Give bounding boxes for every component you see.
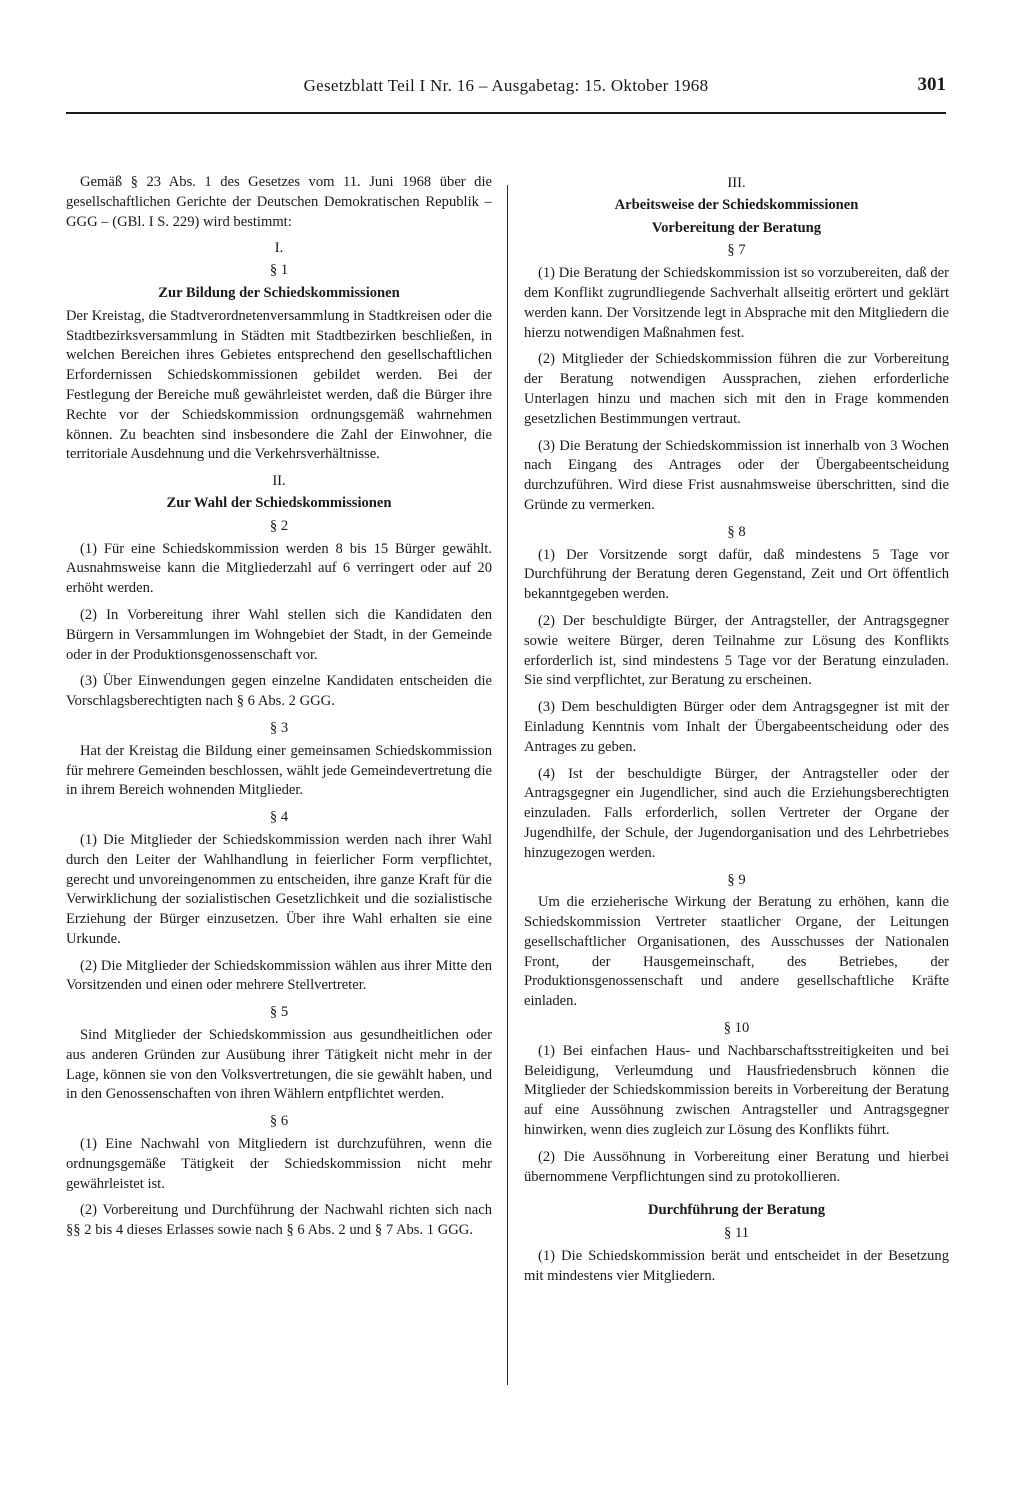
paragraph-6-2: (2) Vorbereitung und Durchführung der Nachwahl richten sich nach §§ 2 bis 4 dieses Erlasses sowie nach § 6 Abs. 2 und § 7 Abs. 1 GGG. [66, 1202, 492, 1239]
heading-bildung: Zur Bildung der Schiedskommissionen [158, 284, 400, 301]
paragraph-7-1: (1) Die Beratung der Schiedskommission ist so vorzubereiten, daß der dem Konflikt zugrundliegende Sachverhalt allseitig erörtert und geklärt werden kann. Der Vorsitzende legt in Absprache mit den Mitgliedern die hierzu notwendigen Maßnahmen fest. [524, 265, 949, 341]
paragraph-2-3: (3) Über Einwendungen gegen einzelne Kandidaten entscheiden die Vorschlagsberechtigten nach § 6 Abs. 2 GGG. [66, 673, 492, 710]
paragraph-3-text: Hat der Kreistag die Bildung einer gemeinsamen Schiedskommission für mehrere Gemeinden beschlossen, wählt jede Gemeindevertretung die in ihrem Bereich wohnenden Mitglieder. [66, 742, 492, 799]
paragraph-2-1: (1) Für eine Schiedskommission werden 8 bis 15 Bürger gewählt. Ausnahmsweise kann die Mitgliederzahl auf 6 verringert oder auf 20 erhöht werden. [66, 540, 492, 597]
heading-durchfuehrung: Durchführung der Beratung [647, 1202, 826, 1219]
paragraph-9-text: Um die erzieherische Wirkung der Beratung zu erhöhen, kann die Schiedskommission Vertreter staatlicher Organe, der Leitungen gesellschaftlicher Organisationen, des Ausschusses der Nationalen Front, der Hausgemeinschaft, des Betriebes, der Produktionsgenossenschaft und andere gesellschaftliche Kräfte einladen. [524, 894, 949, 1010]
intro-paragraph: Gemäß § 23 Abs. 1 des Gesetzes vom 11. Juni 1968 über die gesellschaftlichen Gerichte der Deutschen Demokratischen Republik – GGG – (GBl. I S. 229) wird bestimmt: [66, 174, 492, 230]
section-roman-1: I. [274, 240, 284, 257]
paragraph-mark-10: § 10 [723, 1020, 750, 1037]
heading-vorbereitung: Vorbereitung der Beratung [651, 219, 822, 236]
heading-wahl: Zur Wahl der Schiedskommissionen [166, 494, 392, 511]
paragraph-mark-8: § 8 [727, 523, 746, 540]
column-divider [507, 185, 508, 1385]
left-column [66, 173, 492, 1248]
page-header [66, 74, 946, 102]
right-column [524, 173, 949, 1294]
paragraph-mark-7: § 7 [727, 242, 746, 259]
paragraph-4-2: (2) Die Mitglieder der Schiedskommission wählen aus ihrer Mitte den Vorsitzenden und einen oder mehrere Stellvertreter. [66, 957, 492, 994]
paragraph-mark-4: § 4 [269, 809, 289, 826]
paragraph-11-1: (1) Die Schiedskommission berät und entscheidet in der Besetzung mit mindestens vier Mitgliedern. [524, 1248, 949, 1284]
paragraph-2-2: (2) In Vorbereitung ihrer Wahl stellen sich die Kandidaten den Bürgern in Versammlungen im Wohngebiet der Stadt, in der Gemeinde oder in der Produktionsgenossenschaft vor. [66, 606, 492, 663]
paragraph-mark-2: § 2 [269, 517, 289, 534]
paragraph-8-1: (1) Der Vorsitzende sorgt dafür, daß mindestens 5 Tage vor Durchführung der Beratung deren Gegenstand, Zeit und Ort öffentlich bekanntgegeben werden. [524, 546, 949, 603]
section-roman-2: II. [272, 473, 286, 490]
paragraph-10-1: (1) Bei einfachen Haus- und Nachbarschaftsstreitigkeiten und bei Beleidigung, Verleumdung und Hausfriedensbruch können die Mitglieder der Schiedskommission bereits in Vorbereitung der Beratung auf eine Aussöhnung zwischen Antragsteller und Antragsgegner hinwirken, wenn dies zugleich zur Lösung des Konflikts führt. [524, 1042, 949, 1139]
header-rule [66, 112, 946, 114]
paragraph-mark-3: § 3 [269, 719, 289, 736]
heading-arbeitsweise: Arbeitsweise der Schiedskommissionen [614, 196, 859, 213]
paragraph-mark-1: § 1 [269, 262, 289, 279]
paragraph-mark-11: § 11 [724, 1225, 749, 1242]
paragraph-7-3: (3) Die Beratung der Schiedskommission ist innerhalb von 3 Wochen nach Eingang des Antrages oder der Übergabeentscheidung durchzuführen. Wird diese Frist ausnahmsweise überschritten, sind die Gründe zu vermerken. [524, 437, 949, 513]
paragraph-6-1: (1) Eine Nachwahl von Mitgliedern ist durchzuführen, wenn die ordnungsgemäße Tätigkeit der Schiedskommission nicht mehr gewährleistet ist. [66, 1136, 492, 1192]
paragraph-10-2: (2) Die Aussöhnung in Vorbereitung einer Beratung und hierbei übernommene Verpflichtungen sind zu protokollieren. [524, 1148, 949, 1185]
paragraph-5-text: Sind Mitglieder der Schiedskommission aus gesundheitlichen oder aus anderen Gründen zur Ausübung ihrer Tätigkeit nicht mehr in der Lage, können sie von den Volksvertretungen, die sie gewählt haben, und in den Genossenschaften von ihren Wählern entpflichtet werden. [66, 1027, 492, 1103]
paragraph-7-2: (2) Mitglieder der Schiedskommission führen die zur Vorbereitung der Beratung notwendigen Aussprachen, ziehen erforderliche Unterlagen hinzu und machen sich mit den in Frage kommenden gesetzlichen Bestimmungen vertraut. [524, 351, 949, 427]
publication-title: Gesetzblatt Teil I Nr. 16 – Ausgabetag: 15. Oktober 1968 [303, 76, 709, 95]
paragraph-8-4: (4) Ist der beschuldigte Bürger, der Antragsteller oder der Antragsgegner ein Jugendlicher, sind auch die Erziehungsberechtigten einzuladen. Falls erforderlich, sollen Vertreter der Organe der Jugendhilfe, der Schule, der Jugendorganisation und des Lehrbetriebes hinzugezogen werden. [524, 765, 949, 861]
paragraph-4-1: (1) Die Mitglieder der Schiedskommission werden nach ihrer Wahl durch den Leiter der Wahlhandlung in feierlicher Form verpflichtet, gerecht und unvoreingenommen zu entscheiden, ihre ganze Kraft für die Verwirklichung der sozialistischen Gesetzlichkeit und die sozialistische Erziehung der Bürger einzusetzen. Über ihre Wahl erhalten sie eine Urkunde. [66, 831, 492, 947]
page-number: 301 [917, 74, 946, 95]
paragraph-8-3: (3) Dem beschuldigten Bürger oder dem Antragsgegner ist mit der Einladung Kenntnis vom Inhalt der Übergabeentscheidung oder des Antrages zu geben. [524, 699, 949, 755]
paragraph-mark-9: § 9 [727, 871, 746, 888]
section-roman-3: III. [727, 175, 746, 191]
paragraph-mark-5: § 5 [269, 1004, 289, 1021]
paragraph-mark-6: § 6 [269, 1113, 289, 1130]
paragraph-1-text: Der Kreistag, die Stadtverordnetenversammlung in Stadtkreisen oder die Stadtbezirksversammlung in Städten mit Stadtbezirken beschließen, in welchen Bereichen ihres Gebietes entsprechend den gesellschaftlichen Erfordernissen Schiedskommissionen gebildet werden. Bei der Festlegung der Bereiche muß gewährleistet werden, daß die Bürger ihre Rechte vor der Schiedskommission ordnungsgemäß wahrnehmen können. Zu beachten sind insbesondere die Zahl der Einwohner, die territoriale Ausdehnung und die Verkehrsverhältnisse. [66, 307, 492, 463]
paragraph-8-2: (2) Der beschuldigte Bürger, der Antragsteller, der Antragsgegner sowie weitere Bürger, deren Teilnahme zur Lösung des Konflikts erforderlich ist, sind mindestens 5 Tage vor der Beratung einzuladen. Sie sind verpflichtet, zur Beratung zu erscheinen. [524, 612, 949, 689]
